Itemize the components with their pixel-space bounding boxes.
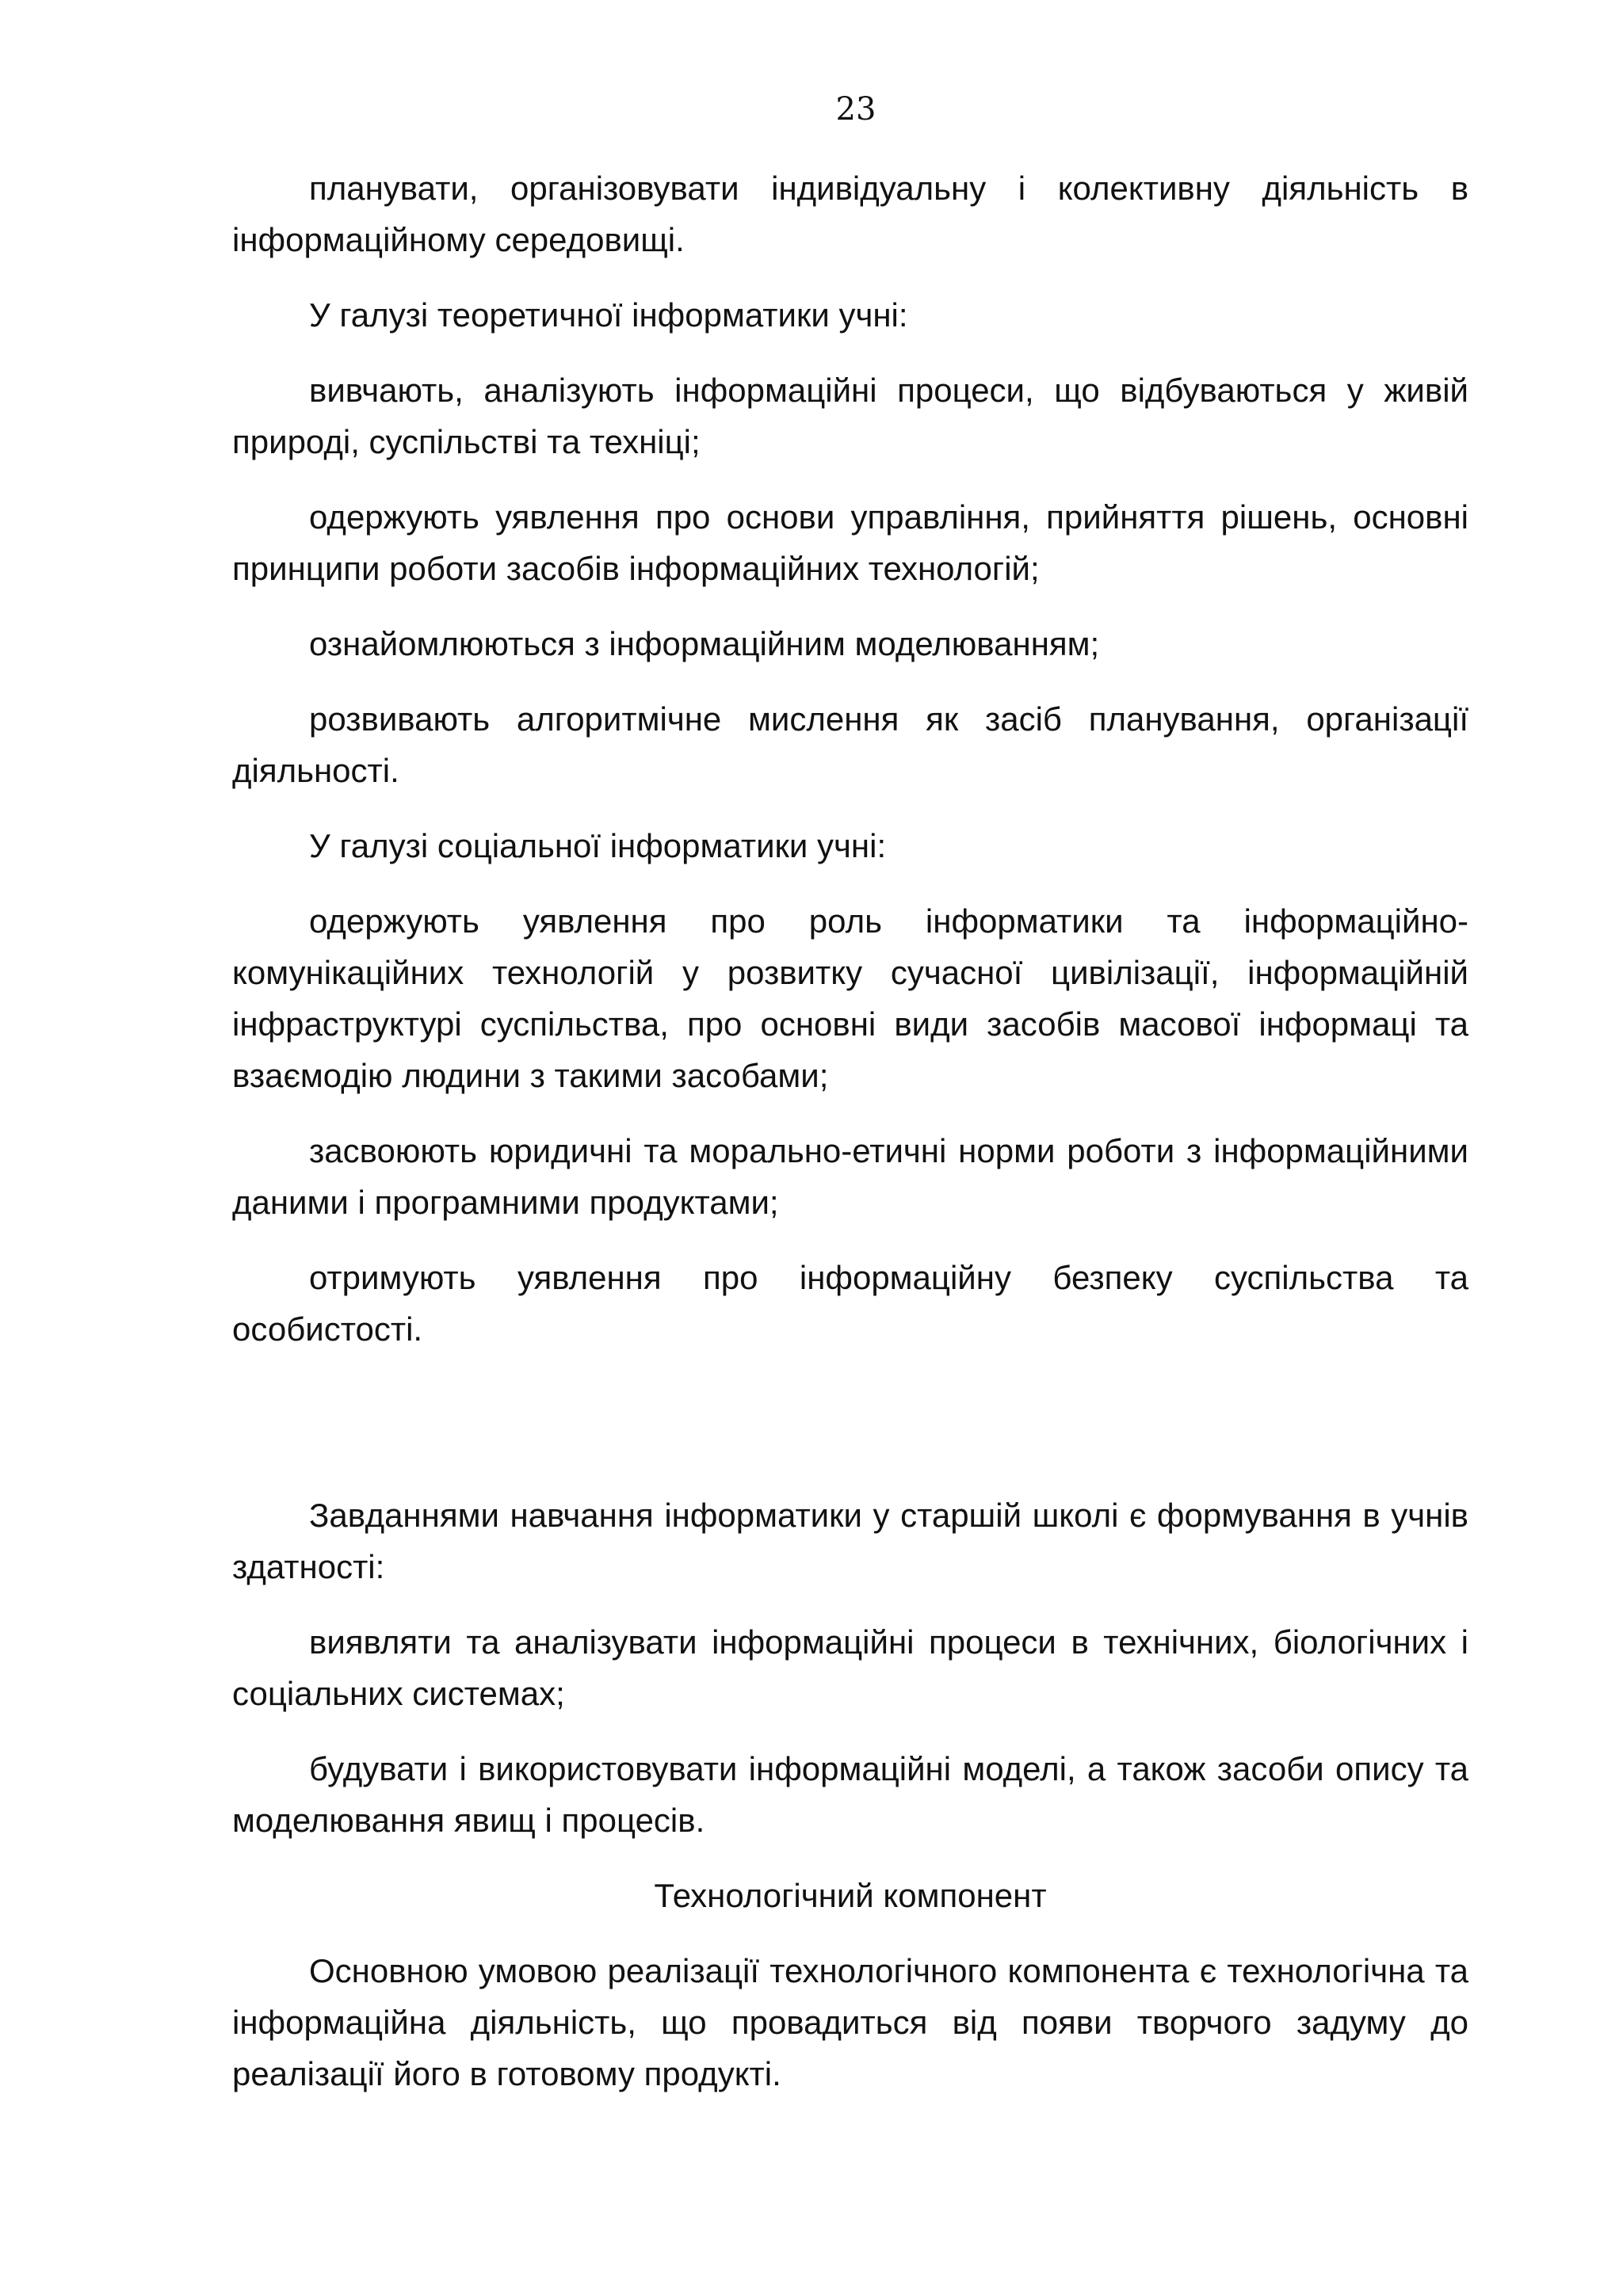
paragraph-build-models: будувати і використовувати інформаційні моделі, а також засоби опису та моделювання явищ і процесів. [232, 1750, 1468, 1839]
paragraph-theoretical-informatics-heading: У галузі теоретичної інформатики учні: [309, 296, 908, 334]
paragraph-plan-organize: планувати, організовувати індивідуальну і колективну діяльність в інформаційному середовищі. [232, 170, 1468, 258]
paragraph-senior-school-tasks: Завданнями навчання інформатики у старшій школі є формування в учнів здатності: [232, 1497, 1468, 1585]
paragraph-identify-analyze: виявляти та аналізувати інформаційні процеси в технічних, біологічних і соціальних системах; [232, 1623, 1468, 1712]
section-heading-technological-component: Технологічний компонент [654, 1877, 1047, 1914]
paragraph-legal-ethical-norms: засвоюють юридичні та морально-етичні норми роботи з інформаційними даними і програмними продуктами; [232, 1132, 1468, 1221]
paragraph-information-modeling: ознайомлюються з інформаційним моделюванням; [309, 625, 1100, 662]
second-text-section [232, 1489, 1468, 2123]
paragraph-main-condition: Основною умовою реалізації технологічного компонента є технологічна та інформаційна діяльність, що провадиться від появи творчого задуму до реалізації його в готовому продукті. [232, 1952, 1468, 2092]
first-text-section [232, 162, 1468, 1379]
paragraph-information-security: отримують уявлення про інформаційну безпеку суспільства та особистості. [232, 1259, 1468, 1348]
page-number: 23 [835, 91, 876, 128]
paragraph-algorithmic-thinking: розвивають алгоритмічне мислення як засіб планування, організації діяльності. [232, 700, 1468, 789]
paragraph-study-processes: вивчають, аналізують інформаційні процеси, що відбуваються у живій природі, суспільстві та техніці; [232, 372, 1468, 460]
paragraph-social-informatics-heading: У галузі соціальної інформатики учні: [309, 827, 887, 864]
paragraph-management-basics: одержують уявлення про основи управління, прийняття рішень, основні принципи роботи засобів інформаційних технологій; [232, 498, 1468, 587]
paragraph-role-of-informatics: одержують уявлення про роль інформатики та інформаційно-комунікаційних технологій у розвитку сучасної цивілізації, інформаційній інфраструктурі суспільства, про основні види засобів масової інформаці та взаємодію людини з такими засобами; [232, 902, 1468, 1094]
